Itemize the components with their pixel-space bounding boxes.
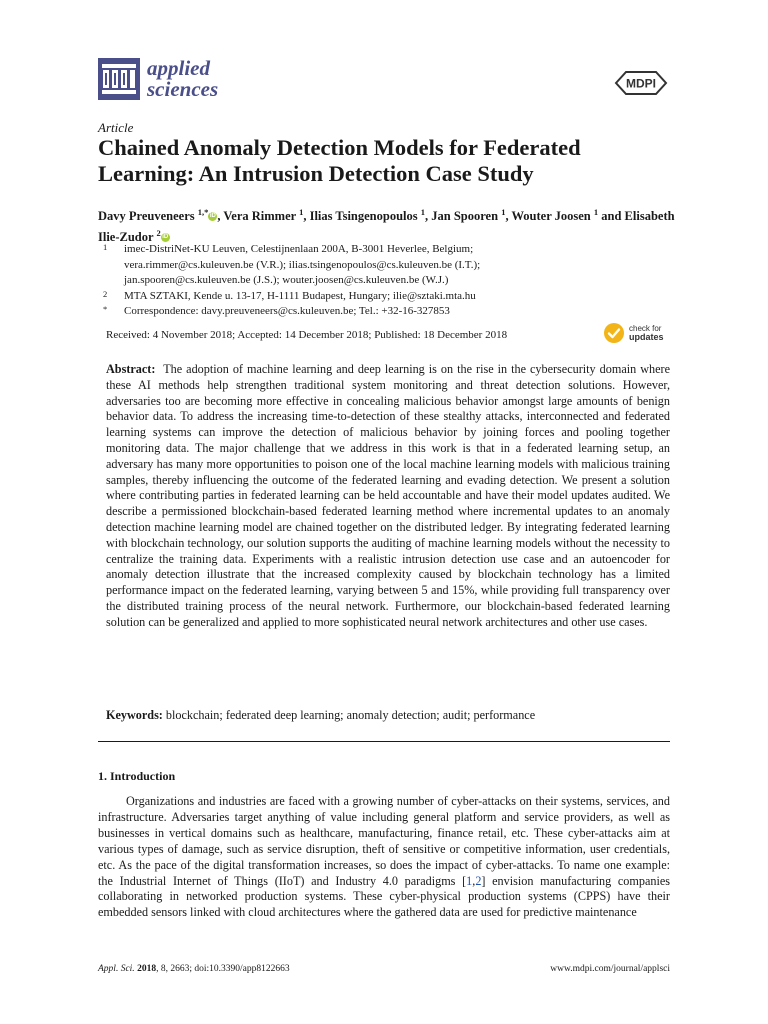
keywords-label: Keywords: bbox=[106, 708, 163, 722]
journal-name bbox=[147, 58, 218, 100]
affiliation-1: 1 imec-DistriNet-KU Leuven, Celestijnenlaan 200A, B-3001 Heverlee, Belgium; vera.rimmer@cs.kuleuven.be (V.R.); ilias.tsingenopoulos@cs.kuleuven.be (I.T.); jan.spooren@cs.kuleuven.be (J.S.); wouter.joosen@cs.kuleuven.be (W.J.) bbox=[103, 242, 481, 286]
check-for-updates-badge[interactable] bbox=[603, 322, 664, 344]
journal-logo[interactable] bbox=[98, 58, 218, 100]
paper-title: Chained Anomaly Detection Models for Federated Learning: An Intrusion Detection Case Study bbox=[98, 135, 581, 186]
author[interactable]: and Elisabeth Ilie-Zudor $^2$ iD bbox=[98, 209, 675, 245]
author[interactable]: Wouter Joosen $^1$ bbox=[511, 207, 599, 224]
author[interactable]: Davy Preuveneers $^{1,*}$ iD , bbox=[98, 207, 224, 224]
publisher-name: MDPI bbox=[626, 76, 656, 91]
check-updates-line1: check for bbox=[629, 324, 662, 333]
author[interactable]: Jan Spooren $^1$, bbox=[431, 207, 512, 224]
abstract bbox=[106, 362, 670, 631]
journal-emblem-icon bbox=[98, 58, 140, 100]
orcid-icon[interactable]: iD bbox=[209, 213, 216, 220]
author[interactable]: Vera Rimmer $^1$, bbox=[223, 207, 310, 224]
correspondence: * Correspondence: davy.preuveneers@cs.kuleuven.be; Tel.: +32-16-327853 bbox=[103, 304, 450, 317]
keywords-text: blockchain; federated deep learning; anomaly detection; audit; performance bbox=[165, 708, 536, 722]
section-divider bbox=[98, 741, 670, 742]
publication-dates: Received: 4 November 2018; Accepted: 14 December 2018; Published: 18 December 2018 bbox=[106, 329, 508, 341]
footer-citation: Appl. Sci. 2018, 8, 2663; doi:10.3390/app8122663 bbox=[98, 964, 290, 974]
author[interactable]: Ilias Tsingenopoulos $^1$, bbox=[309, 207, 432, 224]
keywords bbox=[106, 708, 670, 723]
affiliation-2: 2 MTA SZTAKI, Kende u. 13-17, H-1111 Budapest, Hungary; ilie@sztaki.mta.hu bbox=[103, 288, 476, 302]
article-type: Article bbox=[98, 120, 134, 135]
journal-name-line2: sciences bbox=[147, 77, 219, 101]
check-updates-icon bbox=[603, 322, 625, 344]
introduction-paragraph: Organizations and industries are faced with a growing number of cyber-attacks on their systems, services, and infrastructure. Adversaries target anything of value including general platform and service providers, as well as businesses in vertical domains such as healthcare, manufacturing, finance retail, etc. These cyber-attacks aim at various types of damage, such as service disruption, theft of sensitive or competitive information, user credentials, etc. As the pace of the digital transformation increases, so does the impact of cyber-attacks. To name one example: the Industrial Internet of Things (IIoT) and Industry 4.0 paradigms [1,2] envision manufacturing companies collaborating in networked production systems. These cyber-physical production systems (CPPS) have their embedded sensors linked with cloud architectures where the gathered data are used for predictive maintenance bbox=[98, 794, 670, 920]
journal-name-line1: applied bbox=[147, 56, 210, 80]
affiliations bbox=[103, 242, 663, 320]
check-updates-line2: updates bbox=[629, 332, 664, 342]
citation-link-1[interactable]: 1 bbox=[466, 873, 473, 888]
citation-link-2[interactable]: 2 bbox=[475, 873, 482, 888]
abstract-text: The adoption of machine learning and deep learning is on the rise in the cybersecurity domain where these AI methods help strengthen traditional system monitoring and threat detection solutions. However, adversaries too are becoming more effective in concealing malicious behavior amongst large amounts of benign behavior data. To address the increasing time-to-detection of these stealthy attacks, interconnected and federated learning systems can improve the detection of malicious behavior by joining forces and pooling together monitoring data. The major challenge that we address in this work is that in a federated learning setup, an adversary has many more opportunities to poison one of the local machine learning models with malicious training samples, thereby influencing the outcome of the federated learning and evading detection. We present a solution where contributing parties in federated learning can be held accountable and have their model updates audited. We describe a permissioned blockchain-based federated learning method where incremental updates to an anomaly detection machine learning model are chained together on the distributed ledger. By integrating federated learning with blockchain technology, our solution supports the auditing of machine learning models without the necessity to centralize the training data. Experiments with a realistic intrusion detection use case and an autoencoder for anomaly detection illustrate that the increased complexity caused by blockchain technology has a limited performance impact on the federated learning, varying between 5 and 15%, while providing full transparency over the distributed training process of the neural network. Furthermore, our blockchain-based federated learning solution can be generalized and applied to more sophisticated neural network architectures and other use cases. bbox=[106, 362, 670, 629]
author-list bbox=[98, 204, 688, 246]
abstract-label: Abstract: bbox=[106, 362, 156, 376]
section-heading: 1. Introduction bbox=[98, 769, 176, 783]
orcid-icon[interactable]: iD bbox=[162, 234, 169, 241]
footer-journal-url[interactable]: www.mdpi.com/journal/applsci bbox=[550, 964, 670, 974]
mdpi-logo-icon[interactable] bbox=[612, 68, 670, 98]
